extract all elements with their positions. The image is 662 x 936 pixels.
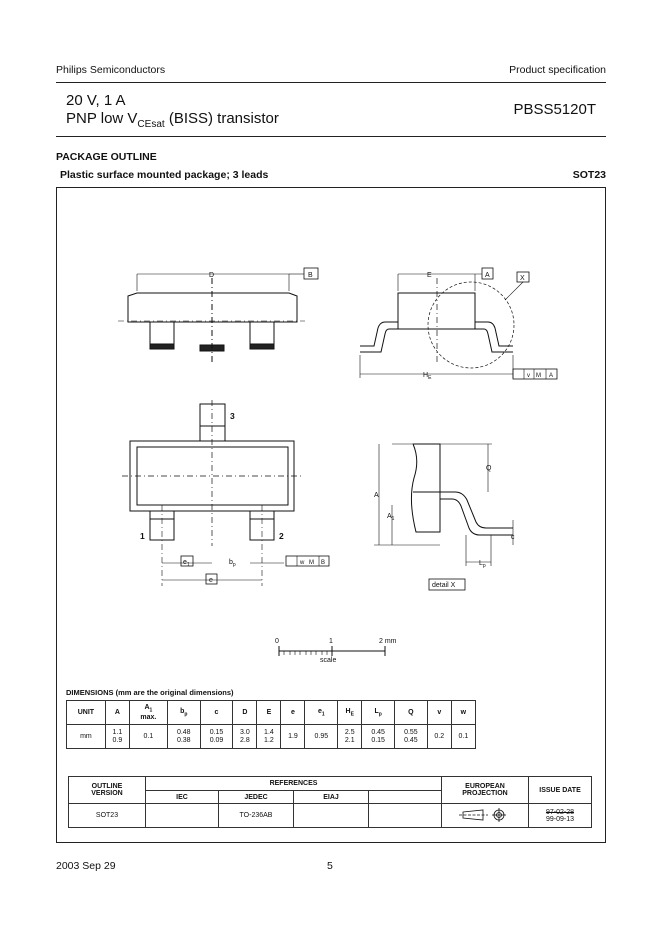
dimensions-value-cell: 0.48 0.38 xyxy=(167,725,200,749)
dimensions-title: DIMENSIONS (mm are the original dimensions) xyxy=(66,688,234,697)
scale-label: scale xyxy=(320,657,337,664)
footer-date: 2003 Sep 29 xyxy=(56,860,116,872)
dimensions-header-cell: $e_1$ xyxy=(305,701,338,725)
dimensions-value-cell: 3.0 2.8 xyxy=(233,725,257,749)
dimensions-value-cell: 2.5 2.1 xyxy=(338,725,362,749)
dimensions-header-cell: $b_p$ xyxy=(167,701,200,725)
eiaj-value xyxy=(294,804,369,828)
label-HE: $H_E$ xyxy=(423,372,432,381)
dimensions-header-cell: D xyxy=(233,701,257,725)
outline-version-header: OUTLINE VERSION xyxy=(69,777,146,804)
label-bp: $b_p$ xyxy=(229,559,236,568)
label-tol-w: w xyxy=(300,560,305,566)
label-lead-3: 3 xyxy=(230,411,235,421)
label-tol-M2: M xyxy=(309,560,314,566)
label-E: E xyxy=(427,272,432,279)
dimensions-value-cell: 1.9 xyxy=(281,725,305,749)
outline-value: SOT23 xyxy=(69,804,146,828)
package-code: SOT23 xyxy=(572,169,606,181)
iec-value xyxy=(146,804,219,828)
dimensions-header-cell: A xyxy=(105,701,129,725)
dimensions-header-cell: Q xyxy=(395,701,428,725)
dimensions-header-row xyxy=(67,701,476,725)
label-c: c xyxy=(511,534,515,541)
label-D: D xyxy=(209,272,215,279)
references-table xyxy=(68,776,592,828)
dimensions-value-cell: 1.4 1.2 xyxy=(257,725,281,749)
dimensions-value-row xyxy=(67,725,476,749)
label-e: e xyxy=(209,577,213,584)
dimensions-value-cell: 0.1 xyxy=(129,725,167,749)
european-projection-header: EUROPEAN PROJECTION xyxy=(442,777,529,804)
label-tol-B: B xyxy=(321,560,326,566)
label-Q: Q xyxy=(486,465,492,472)
dimensions-value-cell: 0.15 0.09 xyxy=(200,725,233,749)
label-A-box: A xyxy=(485,272,490,279)
dimensions-header-cell: $L_p$ xyxy=(362,701,395,725)
scale-0: 0 xyxy=(275,638,279,645)
label-A: A xyxy=(374,492,379,499)
side-view-body xyxy=(118,278,305,362)
iec-header: IEC xyxy=(146,791,219,804)
dimensions-value-cell: 1.1 0.9 xyxy=(105,725,129,749)
eiaj-header: EIAJ xyxy=(294,791,369,804)
scale-1: 1 xyxy=(329,638,333,645)
header-company: Philips Semiconductors xyxy=(56,64,166,76)
section-title: PACKAGE OUTLINE xyxy=(56,151,157,163)
title-line-2: PNP low $V_{CEsat}$ (BISS) transistor xyxy=(66,110,279,130)
package-name: Plastic surface mounted package; 3 leads xyxy=(60,169,269,181)
label-tol-v: v xyxy=(527,373,530,379)
jedec-value: TO-236AB xyxy=(219,804,294,828)
dimensions-value-cell: 0.45 0.15 xyxy=(362,725,395,749)
detail-x-view xyxy=(374,444,513,566)
footer-page-number: 5 xyxy=(327,860,333,872)
label-Lp: $L_p$ xyxy=(479,560,486,569)
dimensions-value-cell: 0.55 0.45 xyxy=(395,725,428,749)
dimensions-value-cell: 0.2 xyxy=(427,725,451,749)
part-number: PBSS5120T xyxy=(513,101,596,118)
issue-dates xyxy=(529,804,592,828)
label-e1: $e_1$ xyxy=(183,559,190,568)
jedec-header: JEDEC xyxy=(219,791,294,804)
top-view-body xyxy=(122,400,302,586)
dimensions-header-cell: v xyxy=(427,701,451,725)
header-doc-type: Product specification xyxy=(509,64,606,76)
scale-bar xyxy=(279,646,385,656)
dimensions-header-cell: w xyxy=(451,701,475,725)
label-detail-x: detail X xyxy=(432,582,456,589)
dimensions-header-cell: c xyxy=(200,701,233,725)
label-B-box: B xyxy=(308,272,313,279)
title-line-1: 20 V, 1 A xyxy=(66,92,126,109)
label-lead-1: 1 xyxy=(140,531,145,541)
issue-date-header: ISSUE DATE xyxy=(529,777,592,804)
dimensions-value-cell: 0.95 xyxy=(305,725,338,749)
dimensions-value-cell: mm xyxy=(67,725,106,749)
issue-date-old: 97-02-28 xyxy=(545,808,575,816)
dimensions-header-cell: E xyxy=(257,701,281,725)
dimensions-header-cell: e xyxy=(281,701,305,725)
label-tol-M1: M xyxy=(536,373,541,379)
label-lead-2: 2 xyxy=(279,531,284,541)
projection-symbol-icon xyxy=(442,804,529,828)
label-A1: $A_1$ xyxy=(387,513,395,522)
references-header: REFERENCES xyxy=(146,777,442,791)
dimensions-header-cell: $A_1$ max. xyxy=(129,701,167,725)
issue-date-new: 99-09-13 xyxy=(545,815,575,823)
front-view-body xyxy=(360,278,514,368)
scale-2: 2 mm xyxy=(379,638,397,645)
dimensions-header-cell: $H_E$ xyxy=(338,701,362,725)
label-tol-A: A xyxy=(549,373,554,379)
dimensions-value-cell: 0.1 xyxy=(451,725,475,749)
dimensions-header-cell: UNIT xyxy=(67,701,106,725)
label-X: X xyxy=(520,275,525,282)
dimensions-table xyxy=(66,700,476,749)
